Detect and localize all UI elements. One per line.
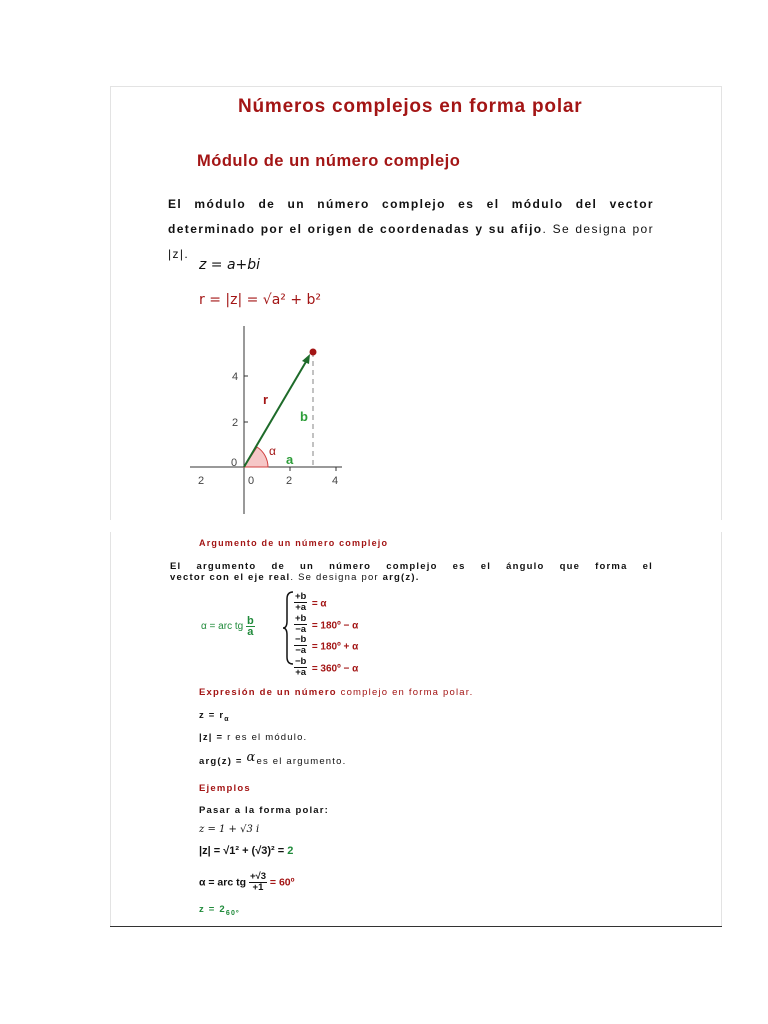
argument-alpha-symbol: α bbox=[246, 750, 257, 765]
alpha-formula bbox=[201, 616, 255, 637]
y-tick-4: 4 bbox=[232, 371, 239, 383]
argument-designation: . Se designa por bbox=[290, 572, 383, 583]
example-alpha-fraction bbox=[249, 872, 267, 893]
example-alpha-lhs: α = arc tg bbox=[199, 876, 247, 889]
argument-rhs: es el argumento. bbox=[256, 756, 347, 767]
alpha-frac-num: b bbox=[246, 615, 254, 627]
polar-heading bbox=[199, 687, 473, 698]
case-fraction bbox=[294, 592, 307, 613]
label-a: a bbox=[286, 452, 294, 467]
argument-heading: Argumento de un número complejo bbox=[199, 538, 389, 548]
example-modulus-lhs: |z| = √1² + (√3)² bbox=[199, 845, 275, 857]
example-alpha bbox=[199, 872, 294, 893]
content-panel-bottom bbox=[110, 532, 722, 926]
argument-line bbox=[199, 750, 347, 768]
y-tick-0: 0 bbox=[231, 457, 238, 469]
modulus-lhs: |z| = bbox=[199, 732, 228, 743]
case-den: −a bbox=[295, 623, 307, 635]
case-num: −b bbox=[295, 634, 307, 646]
alpha-formula-lhs: α = arc tg bbox=[201, 621, 244, 633]
x-tick-0: 0 bbox=[248, 475, 255, 487]
example-modulus-eq: = bbox=[274, 845, 288, 857]
case-den: +a bbox=[295, 667, 307, 679]
label-r: r bbox=[263, 392, 269, 407]
vector-arrowhead bbox=[302, 354, 310, 364]
case-num: −b bbox=[295, 656, 307, 668]
alpha-fraction bbox=[246, 616, 255, 637]
modulus-rhs: r es el módulo. bbox=[227, 732, 308, 743]
label-alpha: α bbox=[269, 444, 276, 458]
section-heading-modulo: Módulo de un número complejo bbox=[197, 152, 461, 170]
example-alpha-rhs: = 60º bbox=[266, 876, 295, 889]
case-fraction bbox=[294, 614, 307, 635]
vector-endpoint bbox=[310, 349, 317, 356]
case-rhs: = 360º − α bbox=[311, 663, 359, 675]
case-den: +a bbox=[295, 602, 307, 613]
polar-z-lhs: z = r bbox=[199, 710, 225, 721]
case-row bbox=[294, 614, 358, 636]
argument-text-line-2 bbox=[170, 572, 420, 583]
case-fraction bbox=[294, 657, 307, 678]
examples-heading: Ejemplos bbox=[199, 783, 251, 794]
vector-graph bbox=[190, 326, 350, 516]
argument-notation: arg(z). bbox=[382, 572, 420, 583]
case-rhs: = α bbox=[311, 598, 327, 610]
polar-z-equation bbox=[199, 710, 230, 723]
page-title: Números complejos en forma polar bbox=[238, 96, 583, 117]
example-result bbox=[199, 904, 240, 917]
examples-subheading: Pasar a la forma polar: bbox=[199, 805, 330, 816]
example-modulus bbox=[199, 845, 293, 857]
modulus-line bbox=[199, 732, 307, 743]
argument-lhs: arg(z) = bbox=[199, 756, 247, 767]
bottom-divider bbox=[110, 926, 722, 927]
y-tick-2: 2 bbox=[232, 417, 239, 429]
x-tick-2: 2 bbox=[286, 475, 293, 487]
example-alpha-den: +1 bbox=[252, 882, 264, 893]
modulo-paragraph bbox=[168, 192, 654, 267]
example-result-lhs: z = 2 bbox=[199, 904, 226, 915]
case-row bbox=[294, 635, 358, 657]
polar-z-sub: α bbox=[224, 715, 230, 723]
example-alpha-num: +√3 bbox=[249, 871, 266, 882]
polar-heading-bold: Expresión de un número bbox=[199, 687, 337, 698]
modulo-designation: . Se designa por |z|. bbox=[168, 222, 654, 261]
case-row bbox=[294, 657, 358, 679]
argument-vector-text: vector con el eje real bbox=[170, 572, 291, 583]
case-row bbox=[294, 592, 358, 614]
case-rhs: = 180º + α bbox=[311, 642, 359, 654]
polar-heading-tail: complejo en forma polar. bbox=[336, 687, 474, 698]
case-num: +b bbox=[295, 612, 307, 624]
case-num: +b bbox=[295, 591, 307, 602]
formula-z: z = a+bi bbox=[199, 257, 261, 273]
argument-text-line-1: El argumento de un número complejo es el ángulo que forma el bbox=[170, 561, 653, 572]
example-modulus-result: 2 bbox=[287, 845, 294, 857]
formula-r: r = |z| = √a² + b² bbox=[199, 292, 322, 308]
alpha-frac-den: a bbox=[247, 626, 254, 638]
example-result-sub: 60º bbox=[225, 909, 240, 917]
example-z: z = 1 + √3 i bbox=[199, 824, 260, 835]
cases-list bbox=[294, 592, 358, 679]
graph-axes bbox=[190, 326, 342, 514]
x-tick-neg2: 2 bbox=[198, 475, 205, 487]
label-b: b bbox=[300, 409, 308, 424]
case-rhs: = 180º − α bbox=[311, 620, 359, 632]
case-den: −a bbox=[295, 645, 307, 657]
case-fraction bbox=[294, 635, 307, 656]
alpha-angle-sector bbox=[244, 447, 268, 467]
x-tick-4: 4 bbox=[332, 475, 339, 487]
modulo-definition: El módulo de un número complejo es el módulo del vector determinado por el origen de coordenadas y su afijo bbox=[168, 197, 654, 236]
